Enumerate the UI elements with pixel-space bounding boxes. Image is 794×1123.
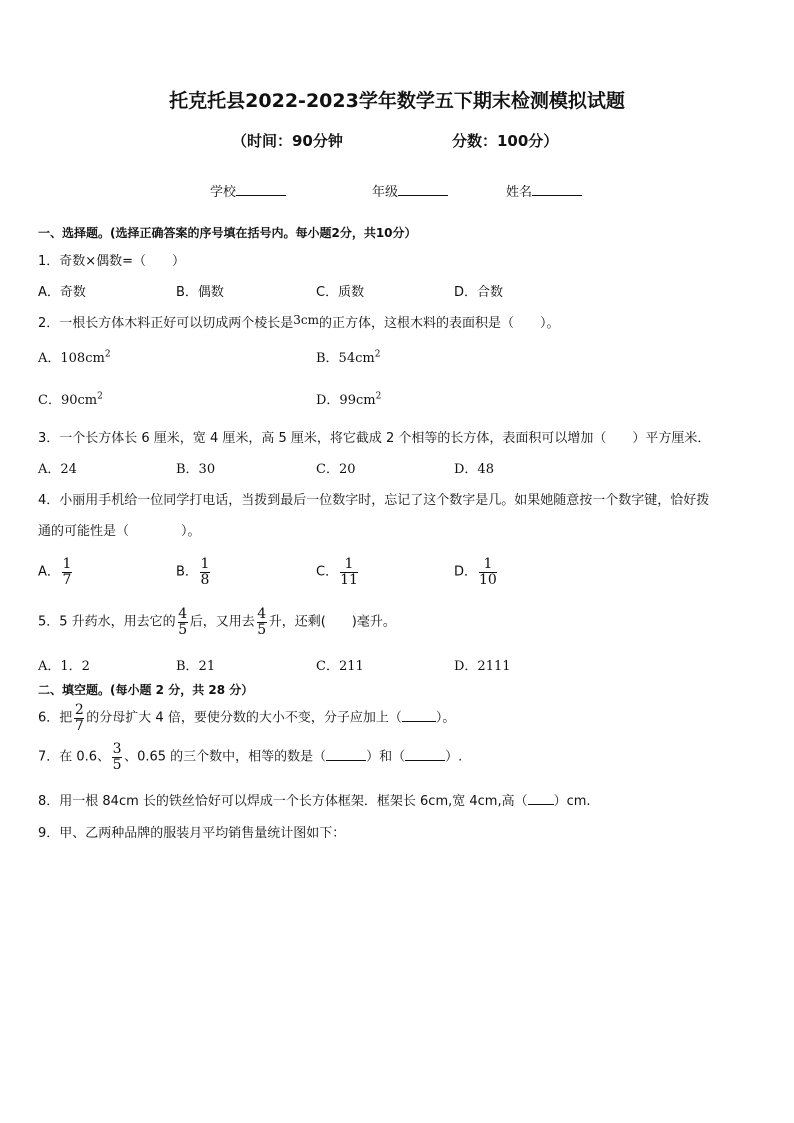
question-9: 9．甲、乙两种品牌的服装月平均销售量统计图如下： <box>38 826 346 841</box>
q5-text-3: 升，还剩( )毫升。 <box>268 614 396 630</box>
name-blank[interactable] <box>532 183 582 196</box>
q6-text-2: 的分母扩大 4 倍，要使分数的大小不变，分子应加上（ <box>86 710 402 726</box>
section2-heading: 二、填空题。(每小题 2 分，共 28 分） <box>38 683 254 697</box>
question-2 <box>38 312 560 331</box>
fraction-denominator: 7 <box>74 717 84 734</box>
q2-option-d[interactable] <box>316 389 381 408</box>
q2-suffix: 的正方体，这根木料的表面积是（ ）。 <box>319 316 560 331</box>
fraction-numerator: 2 <box>74 702 84 718</box>
q4-option-a-fraction <box>62 557 72 587</box>
q4-option-b-label: B． <box>176 564 198 580</box>
q6-text-1: 6．把 <box>38 710 73 726</box>
q3-option-d[interactable]: D．48 <box>454 462 494 477</box>
question-7 <box>38 742 462 772</box>
q1-option-c[interactable]: C．质数 <box>316 285 365 300</box>
exam-score: 分数：100分） <box>452 132 559 150</box>
q8-text-2: ）cm. <box>553 794 591 809</box>
q1-option-a[interactable]: A．奇数 <box>38 285 86 300</box>
grade-field[interactable] <box>372 181 448 200</box>
grade-label: 年级 <box>372 185 399 200</box>
q4-option-c[interactable] <box>316 557 360 587</box>
q2-option-a[interactable] <box>38 347 111 366</box>
q1-option-b[interactable]: B．偶数 <box>176 285 224 300</box>
fraction-denominator: 5 <box>257 621 267 638</box>
q2-option-c-text: C．90cm <box>38 393 98 408</box>
q5-option-b[interactable]: B．21 <box>176 659 216 674</box>
question-6 <box>38 703 455 733</box>
q7-text-3: ）和（ <box>366 749 406 765</box>
fraction-denominator: 10 <box>479 571 497 588</box>
fraction-numerator: 1 <box>344 556 354 572</box>
q7-fraction <box>112 742 122 772</box>
fraction-denominator: 5 <box>178 621 188 638</box>
q5-fraction-1 <box>178 607 188 637</box>
question-8 <box>38 790 591 809</box>
q7-text-2: 、0.65 的三个数中，相等的数是（ <box>124 749 327 765</box>
q2-option-c-exp: 2 <box>97 391 103 402</box>
name-label: 姓名 <box>506 185 533 200</box>
q4-option-b[interactable] <box>176 557 212 587</box>
question-1: 1．奇数×偶数=（ ） <box>38 254 186 269</box>
school-blank[interactable] <box>236 183 286 196</box>
fraction-denominator: 5 <box>112 756 122 773</box>
q5-option-c[interactable]: C．211 <box>316 659 364 674</box>
name-field[interactable] <box>506 181 582 200</box>
question-5 <box>38 607 396 637</box>
q5-option-a[interactable]: A．1．2 <box>38 659 90 674</box>
fraction-numerator: 1 <box>200 556 210 572</box>
fraction-denominator: 7 <box>62 571 72 588</box>
q6-fraction <box>74 703 84 733</box>
q2-option-d-text: D．99cm <box>316 393 376 408</box>
q4-option-c-label: C． <box>316 564 339 580</box>
question-4-line1: 4．小丽用手机给一位同学打电话，当拨到最后一位数字时，忘记了这个数字是几。如果她随意按一个数字键，恰好拨 <box>38 493 710 508</box>
grade-blank[interactable] <box>398 183 448 196</box>
school-field[interactable] <box>210 181 286 200</box>
q7-text-4: ）. <box>445 749 463 765</box>
q6-answer-blank[interactable] <box>402 709 436 722</box>
fraction-numerator: 1 <box>62 556 72 572</box>
exam-title: 托克托县2022-2023学年数学五下期末检测模拟试题 <box>169 90 625 112</box>
q2-option-a-exp: 2 <box>104 349 111 360</box>
q4-option-d-label: D． <box>454 564 478 580</box>
q2-option-c[interactable] <box>38 389 103 408</box>
q7-answer-blank-1[interactable] <box>326 748 366 761</box>
q4-option-c-fraction <box>340 557 358 587</box>
q7-text-1: 7．在 0.6、 <box>38 749 111 765</box>
q5-option-d[interactable]: D．2111 <box>454 659 511 674</box>
fraction-numerator: 1 <box>483 556 493 572</box>
q5-fraction-2 <box>257 607 267 637</box>
q4-option-a[interactable] <box>38 557 74 587</box>
q4-option-b-fraction <box>200 557 210 587</box>
q3-option-c[interactable]: C．20 <box>316 462 356 477</box>
q8-answer-blank[interactable] <box>528 792 554 805</box>
fraction-numerator: 4 <box>257 606 267 622</box>
fraction-denominator: 11 <box>340 571 358 588</box>
q2-option-d-exp: 2 <box>375 391 382 402</box>
q2-option-b-text: B．54cm <box>316 351 375 366</box>
q7-answer-blank-2[interactable] <box>405 748 445 761</box>
fraction-numerator: 4 <box>178 606 188 622</box>
q5-text-2: 后，又用去 <box>189 614 255 630</box>
q2-option-a-text: A．108cm <box>38 351 105 366</box>
q2-option-b[interactable] <box>316 347 380 366</box>
q3-option-a[interactable]: A．24 <box>38 462 77 477</box>
exam-time: （时间：90分钟 <box>232 132 343 150</box>
section1-heading: 一、选择题。(选择正确答案的序号填在括号内。每小题2分，共10分） <box>38 226 417 240</box>
q2-prefix: 2．一根长方体木料正好可以切成两个棱长是 <box>38 316 294 331</box>
q2-unit: 3cm <box>293 313 320 327</box>
q2-option-b-exp: 2 <box>374 349 381 360</box>
fraction-numerator: 3 <box>112 741 122 757</box>
q6-text-3: ）。 <box>435 710 456 726</box>
q3-option-b[interactable]: B．30 <box>176 462 216 477</box>
q5-text-1: 5．5 升药水，用去它的 <box>38 614 176 630</box>
q4-option-d[interactable] <box>454 557 499 587</box>
question-3: 3．一个长方体长 6 厘米，宽 4 厘米，高 5 厘米，将它截成 2 个相等的长方体，表面积可以增加（ ）平方厘米． <box>38 431 711 446</box>
school-label: 学校 <box>210 185 237 200</box>
q4-option-d-fraction <box>479 557 497 587</box>
q1-option-d[interactable]: D．合数 <box>454 285 504 300</box>
q4-option-a-label: A． <box>38 564 60 580</box>
question-4-line2: 通的可能性是（ ）。 <box>38 524 201 539</box>
q8-text-1: 8．用一根 84cm 长的铁丝恰好可以焊成一个长方体框架．框架长 6cm,宽 4cm,高（ <box>38 794 528 809</box>
fraction-denominator: 8 <box>200 571 210 588</box>
